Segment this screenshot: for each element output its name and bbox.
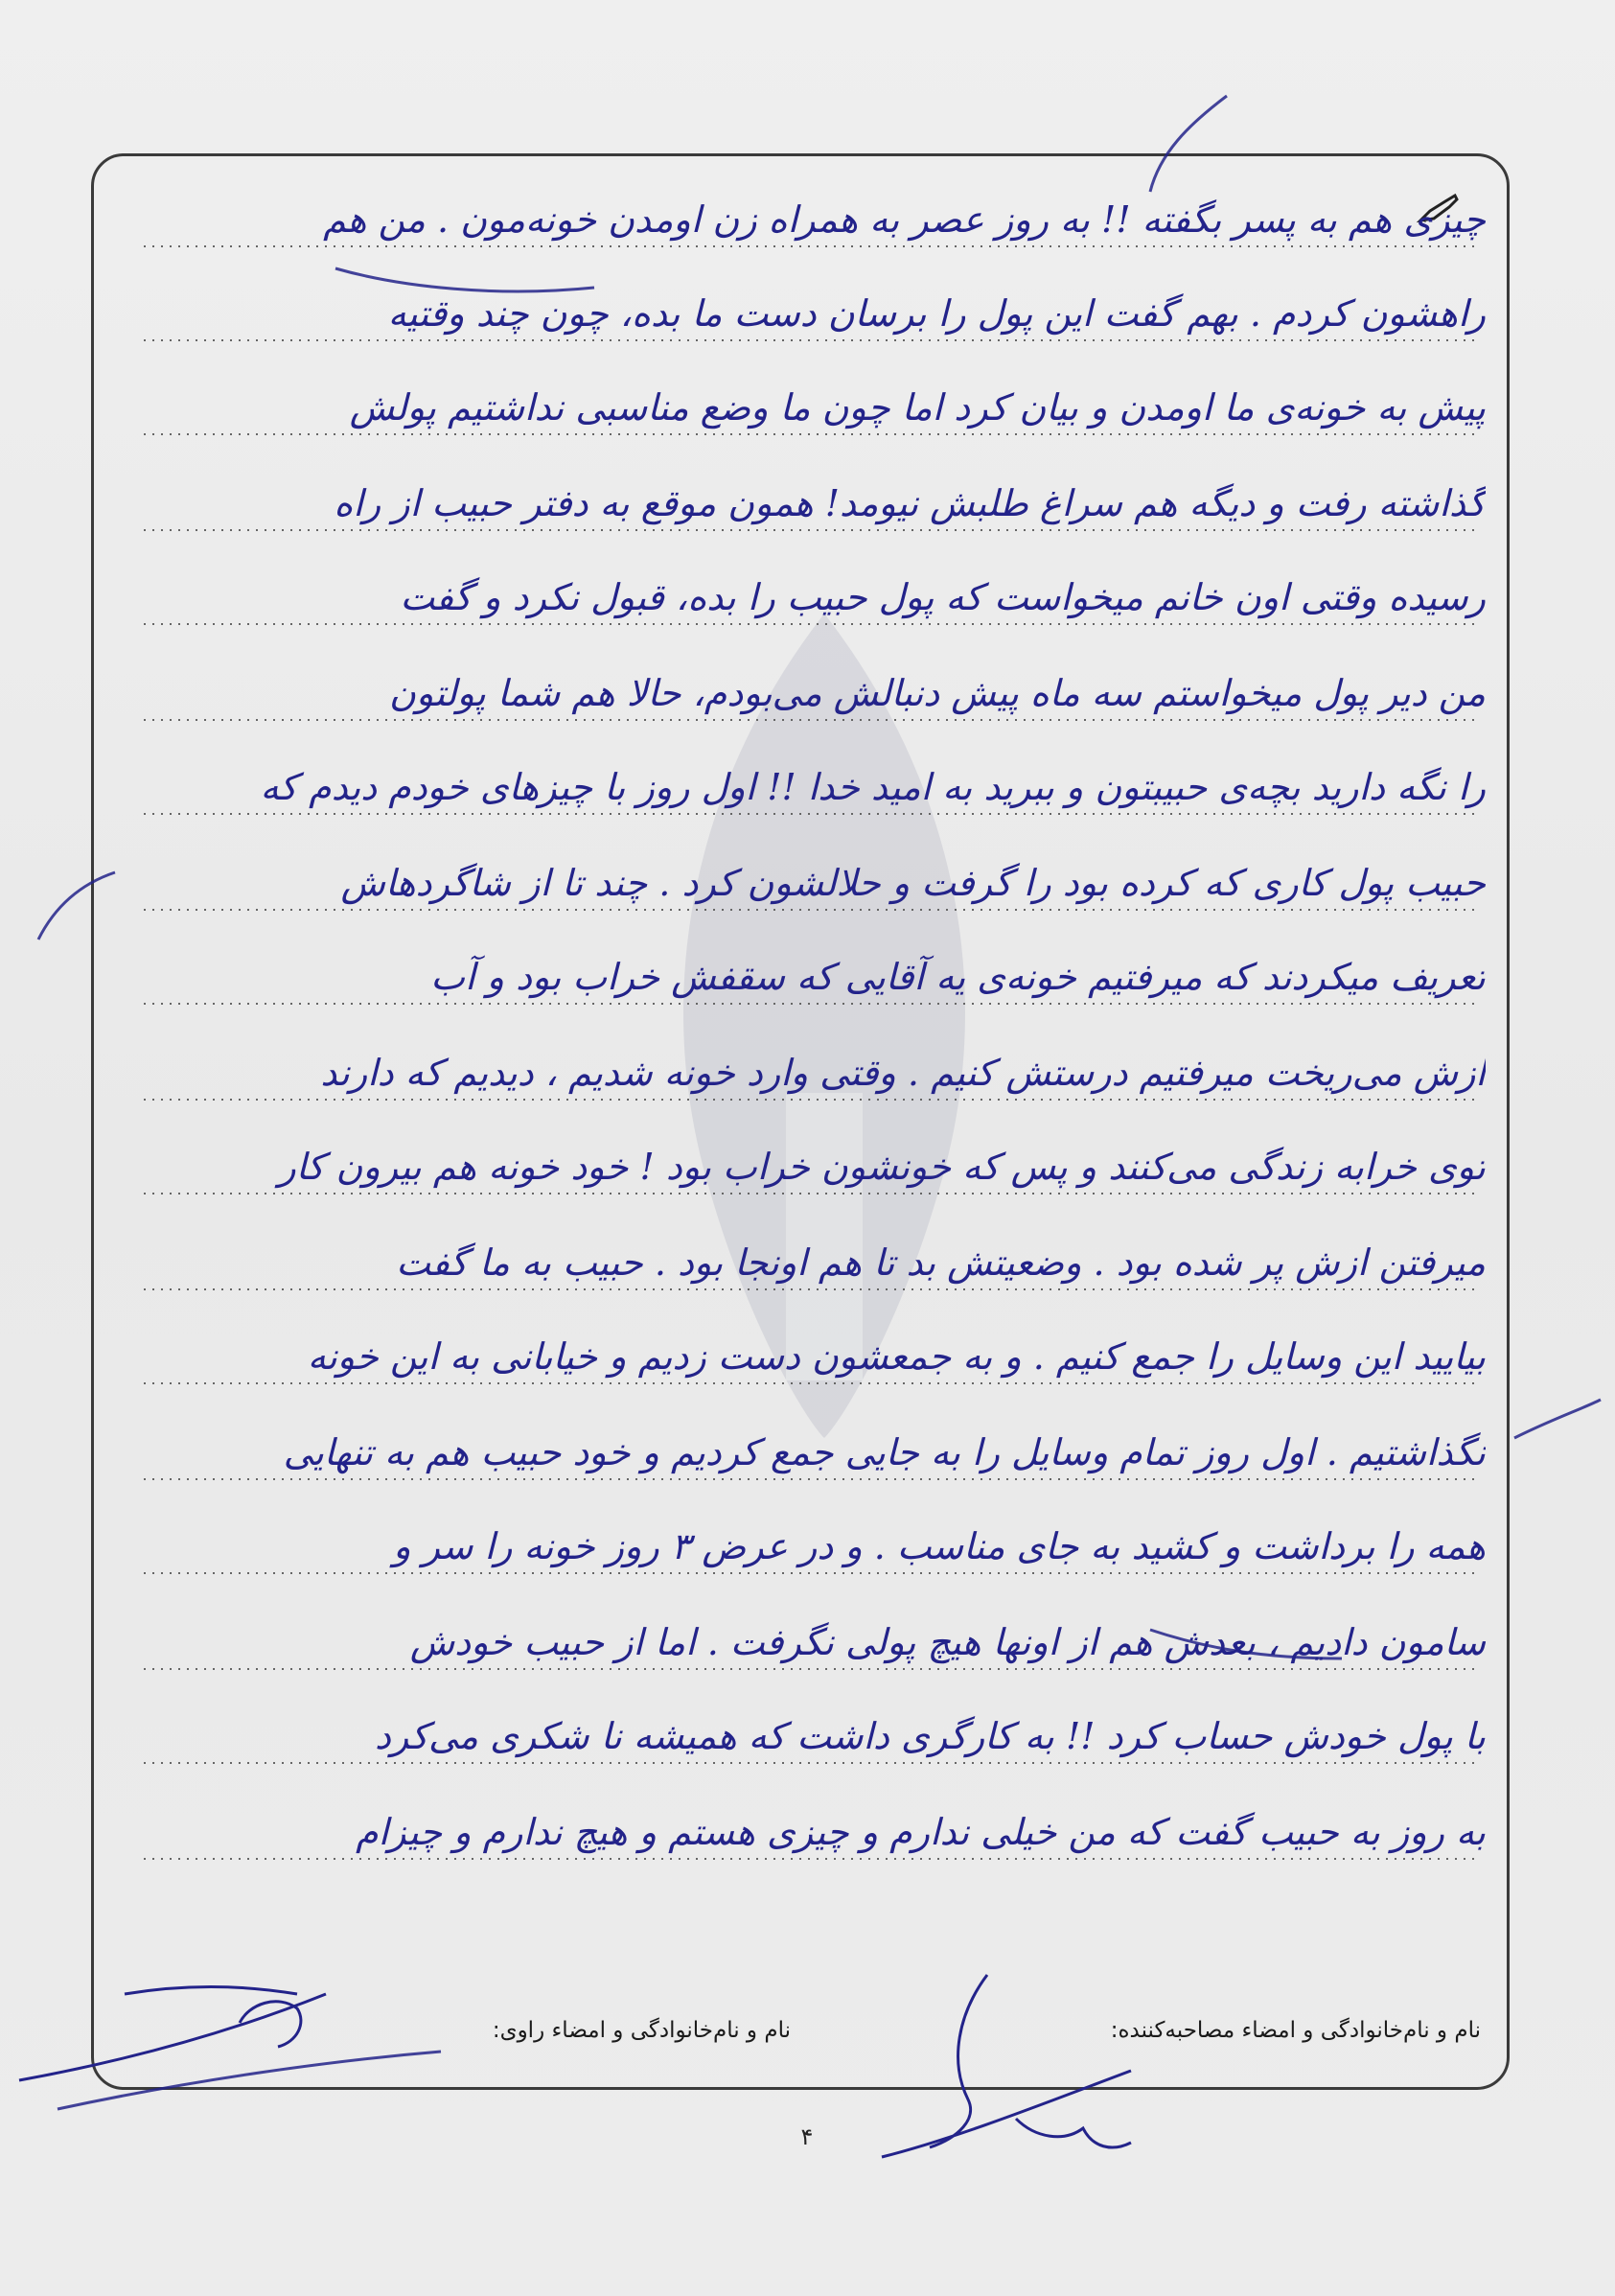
handwritten-line-1: چیزی هم به پسر بگفته !! به روز عصر به همراه زن اومدن خونه‌مون . من هم — [323, 198, 1486, 241]
handwritten-line-13: بیایید این وسایل را جمع کنیم . و به جمعشون دست زدیم و خیابانی به این خونه — [307, 1335, 1486, 1378]
handwritten-line-9: تعریف میکردند که میرفتیم خونه‌ی یه آقایی که سقفش خراب بود و آب — [430, 956, 1486, 998]
handwritten-line-10: ازش می‌ریخت میرفتیم درستش کنیم . وقتی وارد خونه شدیم ، دیدیم که دارند — [320, 1052, 1486, 1094]
narrator-signature-label: نام و نام‌خانوادگی و امضاء راوی: — [492, 2018, 791, 2043]
interviewer-signature-label: نام و نام‌خانوادگی و امضاء مصاحبه‌کننده: — [1110, 2018, 1481, 2043]
handwritten-line-16: سامون دادیم ، بعدش هم از اونها هیچ پولی نگرفت . اما از حبیب خودش — [409, 1621, 1486, 1663]
handwritten-line-11: توی خرابه زندگی می‌کنند و پس که خونشون خراب بود ! خود خونه هم بیرون کار — [278, 1146, 1486, 1188]
narrator-signature — [10, 1956, 393, 2099]
page-number: ۴ — [800, 2123, 814, 2150]
handwritten-line-12: میرفتن ازش پر شده بود . وضعیتش بد تا هم اونجا بود . حبیب به ما گفت — [396, 1241, 1486, 1284]
handwritten-line-15: همه را برداشت و کشید به جای مناسب . و در عرض ۳ روز خونه را سر و — [393, 1525, 1486, 1567]
handwritten-line-4: گذاشته رفت و دیگه هم سراغ طلبش نیومد! همون موقع به دفتر حبیب از راه — [334, 482, 1486, 524]
handwritten-line-18: به روز به حبیب گفت که من خیلی ندارم و چیزی هستم و هیچ ندارم و چیزام — [356, 1811, 1486, 1853]
handwritten-line-3: پیش به خونه‌ی ما اومدن و بیان کرد اما چون ما وضع مناسبی نداشتیم پولش — [349, 386, 1486, 429]
handwritten-line-7: را نگه دارید بچه‌ی حبیبتون و ببرید به امید خدا !! اول روز با چیزهای خودم دیدم که — [260, 766, 1486, 808]
handwritten-line-14: نگذاشتیم . اول روز تمام وسایل را به جایی جمع کردیم و خود حبیب هم به تنهایی — [283, 1431, 1486, 1473]
interviewer-signature — [843, 1956, 1208, 2176]
handwritten-line-5: رسیده وقتی اون خانم میخواست که پول حبیب را بده، قبول نکرد و گفت — [400, 576, 1486, 618]
handwritten-line-2: راهشون کردم . بهم گفت این پول را برسان دست ما بده، چون چند وقتیه — [387, 292, 1486, 335]
handwritten-line-8: حبیب پول کاری که کرده بود را گرفت و حلالشون کرد . چند تا از شاگردهاش — [340, 862, 1486, 904]
handwritten-line-17: با پول خودش حساب کرد !! به کارگری داشت که همیشه نا شکری می‌کرد — [375, 1715, 1486, 1757]
handwritten-line-6: من دیر پول میخواستم سه ماه پیش دنبالش می‌بودم، حالا هم شما پولتون — [389, 672, 1486, 714]
